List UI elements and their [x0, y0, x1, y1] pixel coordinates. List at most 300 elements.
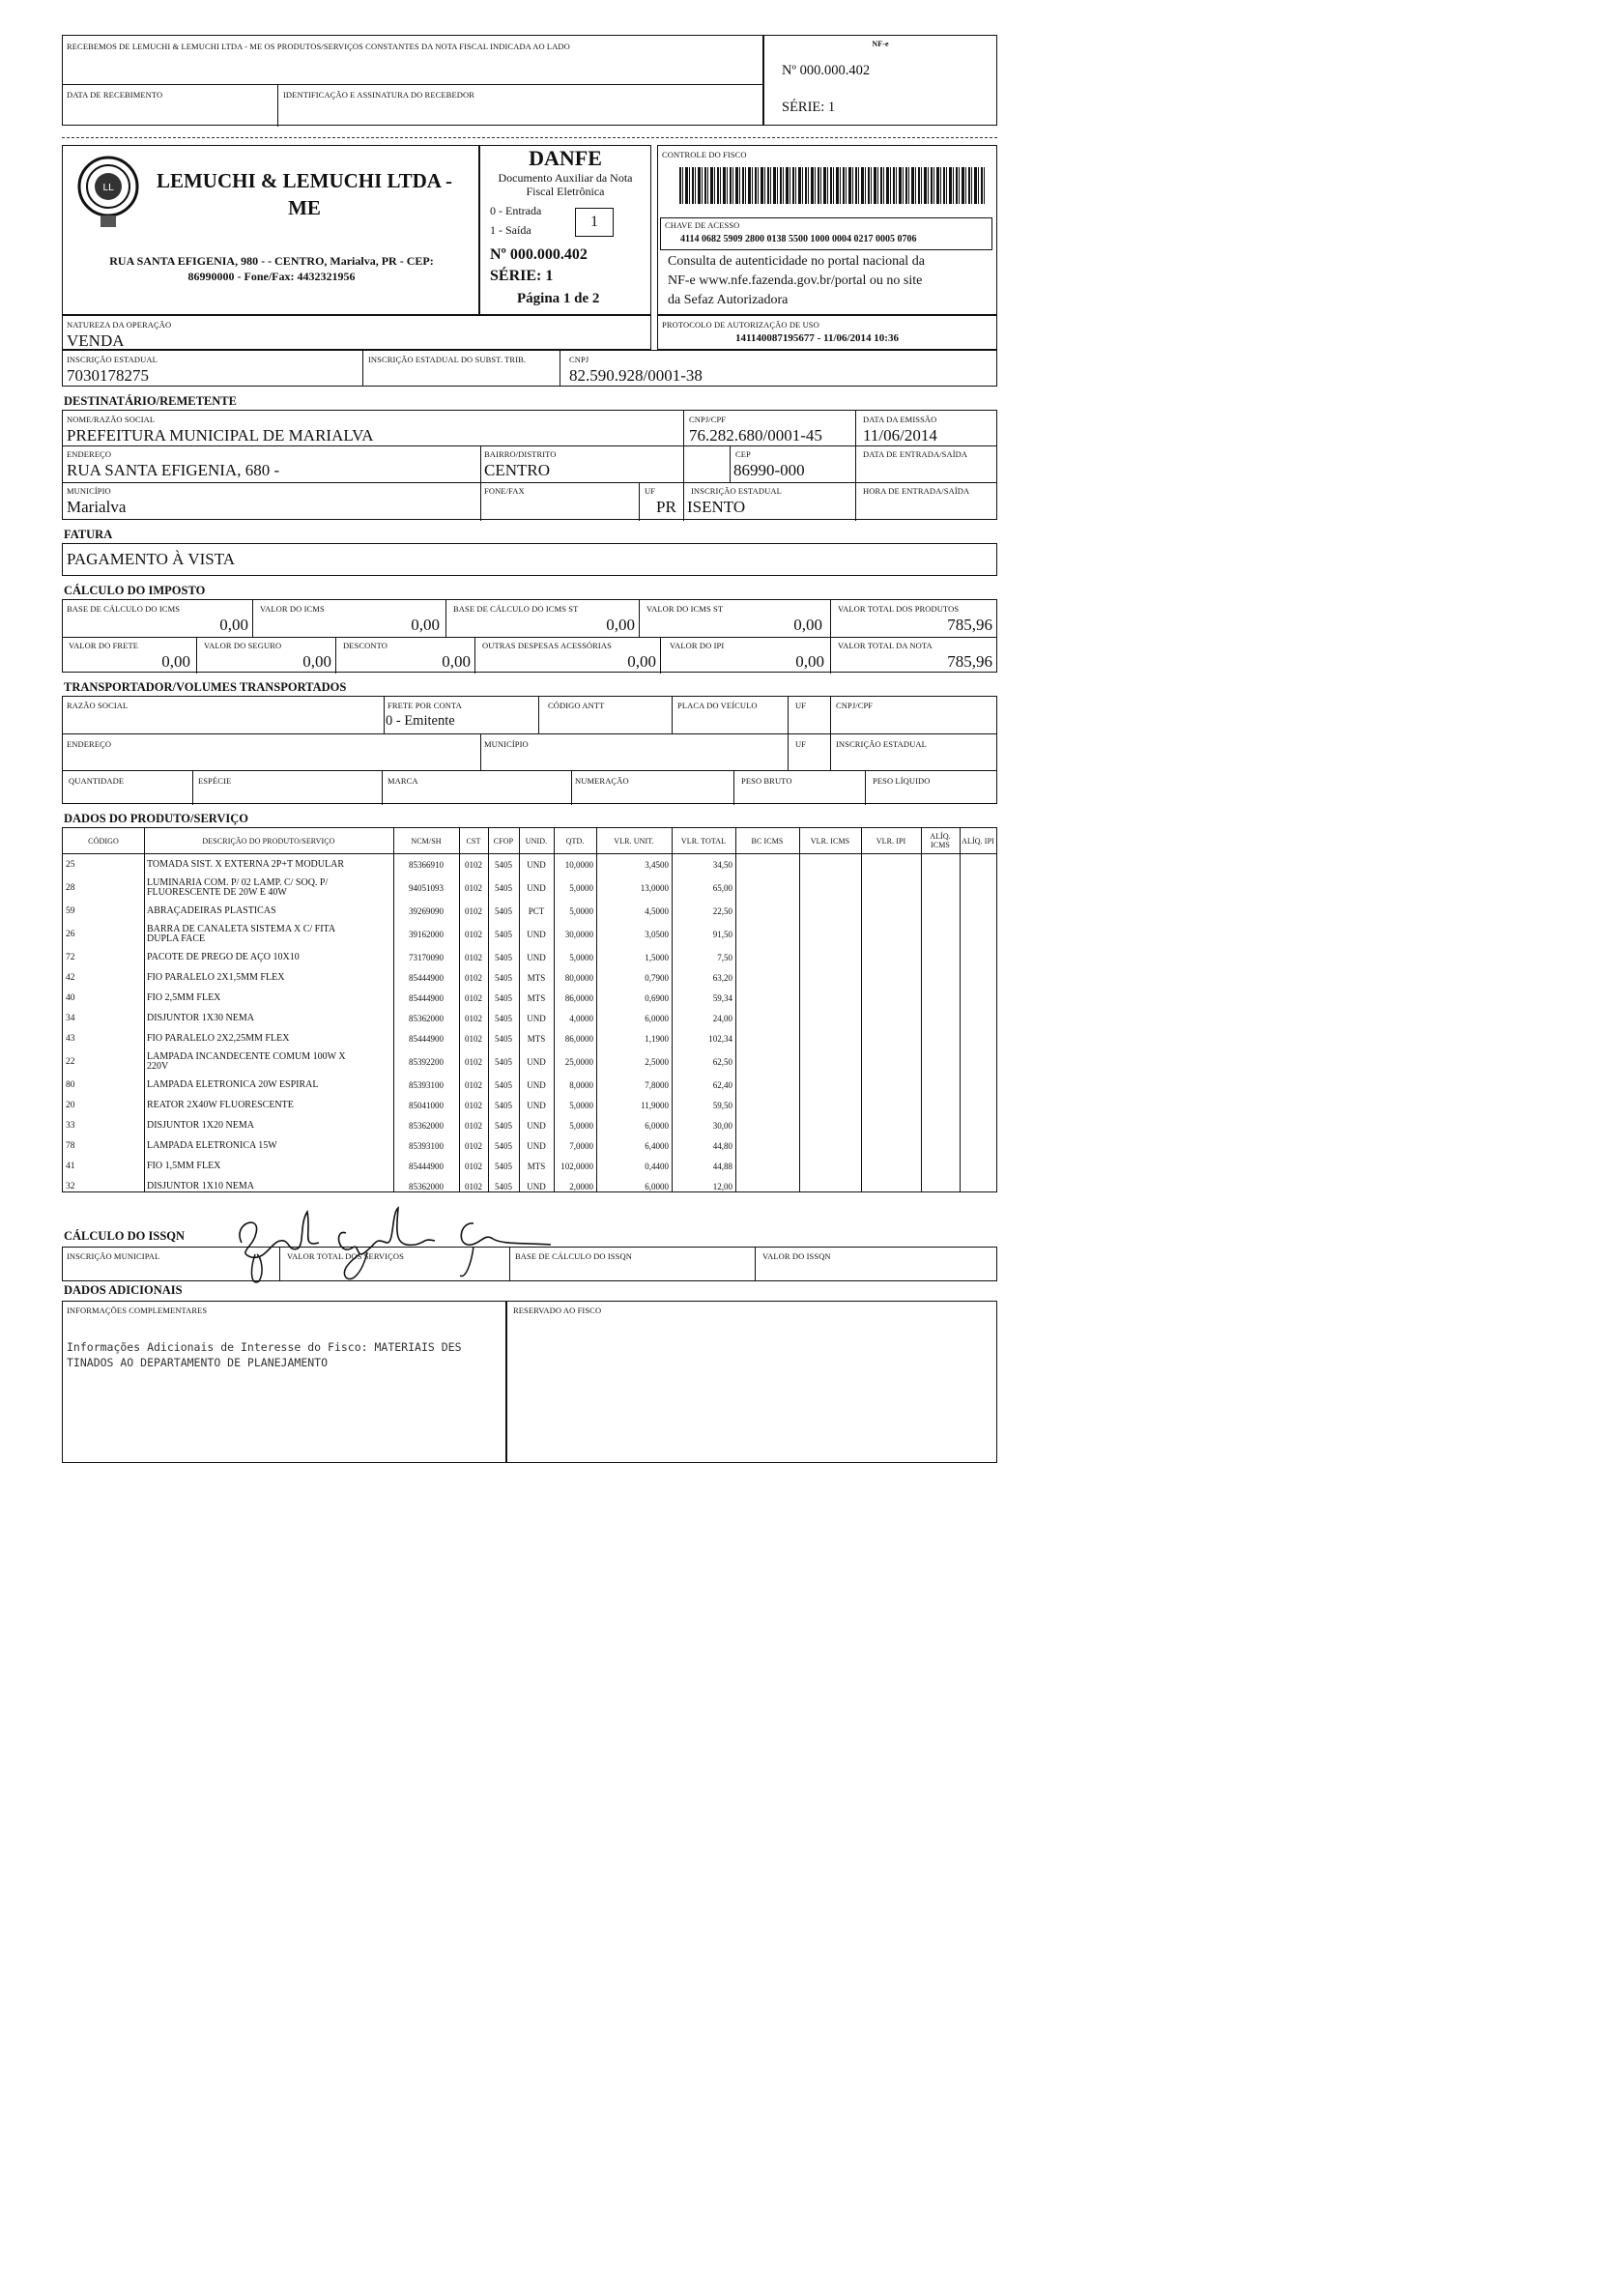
cell-vlr-total: 34,50: [712, 859, 732, 870]
cell-ncm: 85362000: [409, 1120, 444, 1131]
ie-label: INSCRIÇÃO ESTADUAL: [67, 355, 158, 364]
consulta-line1: Consulta de autenticidade no portal nacional da: [668, 254, 925, 269]
icms-label: VALOR DO ICMS: [260, 604, 325, 614]
cell-cst: 0102: [465, 992, 482, 1003]
emitente-box: [62, 145, 479, 315]
issqn-inscricao-label: INSCRIÇÃO MUNICIPAL: [67, 1251, 160, 1261]
cell-ncm: 85444900: [409, 972, 444, 983]
tipo-saida: 1 - Saída: [490, 223, 531, 237]
cell-unid: MTS: [527, 1033, 546, 1044]
cell-qtd: 5,0000: [569, 1120, 593, 1131]
cell-ncm: 85362000: [409, 1181, 444, 1191]
barcode: [679, 167, 987, 204]
dest-uf: PR: [656, 498, 676, 516]
cell-vlr-total: 59,34: [712, 992, 732, 1003]
cell-cst: 0102: [465, 1120, 482, 1131]
cell-ncm: 85393100: [409, 1140, 444, 1151]
dest-bairro-label: BAIRRO/DISTRITO: [484, 449, 557, 459]
cell-unid: UND: [527, 1079, 546, 1090]
cell-codigo: 26: [66, 929, 75, 939]
transp-especie-label: ESPÉCIE: [198, 776, 232, 786]
dest-ie: ISENTO: [687, 498, 746, 516]
cell-cfop: 5405: [495, 1161, 512, 1171]
cell-unid: UND: [527, 929, 546, 939]
total-nota-label: VALOR TOTAL DA NOTA: [838, 641, 933, 650]
danfe-subtitle-line2: Fiscal Eletrônica: [526, 185, 605, 198]
canhoto-serie: SÉRIE: 1: [782, 100, 836, 115]
cnpj-value: 82.590.928/0001-38: [569, 366, 703, 385]
cell-cst: 0102: [465, 929, 482, 939]
cell-unid: MTS: [527, 1161, 546, 1171]
cell-cst: 0102: [465, 882, 482, 893]
cell-codigo: 22: [66, 1056, 75, 1067]
dest-endereco: RUA SANTA EFIGENIA, 680 -: [67, 461, 280, 479]
cell-vlr-total: 102,34: [708, 1033, 732, 1044]
frete: 0,00: [161, 652, 190, 671]
table-row: [63, 1136, 996, 1156]
danfe-serie: SÉRIE: 1: [490, 268, 554, 284]
fisco-box: [657, 145, 997, 315]
cell-cfop: 5405: [495, 859, 512, 870]
transp-uf2-label: UF: [795, 739, 807, 749]
fatura-value: PAGAMENTO À VISTA: [67, 550, 236, 568]
dest-cnpj: 76.282.680/0001-45: [689, 426, 822, 445]
total-prod: 785,96: [947, 616, 992, 634]
cell-ncm: 85362000: [409, 1013, 444, 1023]
cell-ncm: 85444900: [409, 992, 444, 1003]
bc-st-label: BASE DE CÁLCULO DO ICMS ST: [453, 604, 579, 614]
cell-cfop: 5405: [495, 1033, 512, 1044]
cell-ncm: 73170090: [409, 952, 444, 962]
cell-vlr-unit: 1,5000: [645, 952, 669, 962]
chave-acesso: 4114 0682 5909 2800 0138 5500 1000 0004 0217 0005 0706: [680, 234, 917, 244]
icms: 0,00: [411, 616, 440, 634]
header-vlr-ipi: VLR. IPI: [876, 836, 906, 846]
table-row: [63, 1177, 996, 1196]
emitente-address-line2: 86990000 - Fone/Fax: 4432321956: [187, 270, 356, 283]
header-cfop: CFOP: [493, 836, 514, 846]
cell-vlr-unit: 6,0000: [645, 1120, 669, 1131]
reservado-fisco-box: [506, 1301, 997, 1463]
cell-vlr-total: 63,20: [712, 972, 732, 983]
cell-unid: UND: [527, 1181, 546, 1191]
cell-cfop: 5405: [495, 1140, 512, 1151]
natureza-label: NATUREZA DA OPERAÇÃO: [67, 320, 172, 330]
data-recebimento-label: DATA DE RECEBIMENTO: [67, 90, 163, 100]
cell-vlr-total: 24,00: [712, 1013, 732, 1023]
cell-unid: PCT: [528, 905, 545, 916]
bc-icms-label: BASE DE CÁLCULO DO ICMS: [67, 604, 181, 614]
cell-codigo: 32: [66, 1181, 75, 1191]
cell-descricao: FIO PARALELO 2X1,5MM FLEX: [147, 971, 285, 983]
cell-vlr-unit: 6,0000: [645, 1181, 669, 1191]
cell-descricao: DISJUNTOR 1X10 NEMA: [147, 1180, 254, 1191]
cut-line: [62, 137, 997, 138]
cell-vlr-unit: 3,4500: [645, 859, 669, 870]
cell-ncm: 85366910: [409, 859, 444, 870]
info-complementares-box: [62, 1301, 506, 1463]
dest-nome: PREFEITURA MUNICIPAL DE MARIALVA: [67, 426, 374, 445]
table-row: [63, 989, 996, 1008]
company-logo: [74, 154, 142, 229]
produtos-section: DADOS DO PRODUTO/SERVIÇO: [64, 812, 249, 825]
protocolo-label: PROTOCOLO DE AUTORIZAÇÃO DE USO: [662, 320, 819, 330]
cell-unid: UND: [527, 859, 546, 870]
cell-vlr-total: 59,50: [712, 1100, 732, 1110]
cell-descricao: ABRAÇADEIRAS PLASTICAS: [147, 904, 276, 916]
adicionais-section: DADOS ADICIONAIS: [64, 1283, 183, 1297]
desconto: 0,00: [442, 652, 471, 671]
cell-ncm: 39162000: [409, 929, 444, 939]
imposto-box: [62, 599, 997, 673]
outras: 0,00: [627, 652, 656, 671]
cell-vlr-total: 44,80: [712, 1140, 732, 1151]
cell-unid: UND: [527, 1056, 546, 1067]
produtos-box: [62, 827, 997, 1192]
cell-vlr-unit: 2,5000: [645, 1056, 669, 1067]
cell-qtd: 86,0000: [564, 1033, 593, 1044]
cell-codigo: 28: [66, 882, 75, 893]
cell-unid: UND: [527, 1120, 546, 1131]
transp-qtd-label: QUANTIDADE: [69, 776, 125, 786]
info-label: INFORMAÇÕES COMPLEMENTARES: [67, 1306, 208, 1315]
cell-codigo: 33: [66, 1120, 75, 1131]
cell-vlr-unit: 4,5000: [645, 905, 669, 916]
cell-cfop: 5405: [495, 1013, 512, 1023]
icms-st-label: VALOR DO ICMS ST: [646, 604, 724, 614]
cell-codigo: 78: [66, 1140, 75, 1151]
cell-ncm: 39269090: [409, 905, 444, 916]
cell-descricao: REATOR 2X40W FLUORESCENTE: [147, 1099, 294, 1110]
dest-fone-label: FONE/FAX: [484, 486, 525, 496]
ipi: 0,00: [795, 652, 824, 671]
reservado-label: RESERVADO AO FISCO: [513, 1306, 602, 1315]
dest-bairro: CENTRO: [484, 461, 550, 479]
seguro: 0,00: [302, 652, 331, 671]
cell-cfop: 5405: [495, 1100, 512, 1110]
table-row: [63, 948, 996, 967]
header-qtd: QTD.: [565, 836, 585, 846]
dest-uf-label: UF: [645, 486, 656, 496]
dest-cep-label: CEP: [735, 449, 751, 459]
table-row: [63, 1157, 996, 1176]
total-nota: 785,96: [947, 652, 992, 671]
danfe-box: [479, 145, 651, 315]
seguro-label: VALOR DO SEGURO: [204, 641, 282, 650]
frete-label: VALOR DO FRETE: [69, 641, 139, 650]
cell-vlr-total: 30,00: [712, 1120, 732, 1131]
cell-ncm: 85392200: [409, 1056, 444, 1067]
protocolo-box: [657, 315, 997, 350]
dest-entrada-saida-label: DATA DE ENTRADA/SAÍDA: [863, 449, 968, 459]
cell-ncm: 85444900: [409, 1033, 444, 1044]
cell-unid: MTS: [527, 992, 546, 1003]
cell-qtd: 8,0000: [569, 1079, 593, 1090]
cell-vlr-unit: 13,0000: [640, 882, 669, 893]
table-row: [63, 1096, 996, 1115]
fatura-section: FATURA: [64, 528, 113, 541]
cell-vlr-total: 7,50: [717, 952, 732, 962]
issqn-section: CÁLCULO DO ISSQN: [64, 1229, 186, 1243]
chave-acesso-box: [660, 217, 992, 250]
cell-qtd: 102,0000: [560, 1161, 593, 1171]
cell-cst: 0102: [465, 1100, 482, 1110]
header-vlr-icms: VLR. ICMS: [810, 836, 850, 846]
cell-cfop: 5405: [495, 992, 512, 1003]
cell-descricao: BARRA DE CANALETA SISTEMA X C/ FITA DUPLA FACE: [147, 923, 336, 944]
cell-ncm: 85041000: [409, 1100, 444, 1110]
danfe-numero: Nº 000.000.402: [490, 246, 588, 263]
natureza-value: VENDA: [67, 331, 125, 350]
nfe-label: NF-e: [872, 40, 889, 48]
dest-municipio: Marialva: [67, 498, 127, 516]
dest-emissao-label: DATA DA EMISSÃO: [863, 415, 937, 424]
cell-vlr-total: 91,50: [712, 929, 732, 939]
danfe-pagina: Página 1 de 2: [517, 291, 600, 306]
controle-fisco-label: CONTROLE DO FISCO: [662, 150, 747, 159]
cell-vlr-unit: 0,7900: [645, 972, 669, 983]
cell-qtd: 5,0000: [569, 905, 593, 916]
consulta-line2: NF-e www.nfe.fazenda.gov.br/portal ou no site: [668, 273, 923, 288]
cell-codigo: 43: [66, 1033, 75, 1044]
bc-icms: 0,00: [219, 616, 248, 634]
transp-peso-liquido-label: PESO LÍQUIDO: [873, 776, 931, 786]
cell-descricao: PACOTE DE PREGO DE AÇO 10X10: [147, 951, 300, 962]
cell-cst: 0102: [465, 859, 482, 870]
dest-endereco-label: ENDEREÇO: [67, 449, 112, 459]
header-codigo: CÓDIGO: [88, 836, 119, 846]
transportador-section: TRANSPORTADOR/VOLUMES TRANSPORTADOS: [64, 680, 347, 694]
cnpj-label: CNPJ: [569, 355, 589, 364]
header-bc-icms: BC ICMS: [751, 836, 784, 846]
cell-codigo: 40: [66, 992, 75, 1003]
cell-cst: 0102: [465, 1033, 482, 1044]
dest-cnpj-label: CNPJ/CPF: [689, 415, 727, 424]
transp-numeracao-label: NUMERAÇÃO: [575, 776, 629, 786]
cell-cfop: 5405: [495, 929, 512, 939]
cell-codigo: 34: [66, 1013, 75, 1023]
natureza-box: [62, 315, 651, 350]
table-row: [63, 855, 996, 875]
cell-cfop: 5405: [495, 905, 512, 916]
identificacao-label: IDENTIFICAÇÃO E ASSINATURA DO RECEBEDOR: [283, 90, 474, 100]
cell-vlr-unit: 0,4400: [645, 1161, 669, 1171]
ie-value: 7030178275: [67, 366, 149, 385]
cell-codigo: 20: [66, 1100, 75, 1110]
cell-unid: UND: [527, 1140, 546, 1151]
cell-ncm: 85393100: [409, 1079, 444, 1090]
cell-cst: 0102: [465, 1056, 482, 1067]
cell-cst: 0102: [465, 1079, 482, 1090]
transp-antt-label: CÓDIGO ANTT: [548, 701, 605, 710]
cell-qtd: 2,0000: [569, 1181, 593, 1191]
header-unid: UNID.: [525, 836, 548, 846]
cell-cfop: 5405: [495, 1079, 512, 1090]
cell-descricao: LAMPADA ELETRONICA 20W ESPIRAL: [147, 1078, 319, 1090]
cell-descricao: LAMPADA ELETRONICA 15W: [147, 1139, 277, 1151]
cell-cst: 0102: [465, 1161, 482, 1171]
desconto-label: DESCONTO: [343, 641, 388, 650]
handwritten-signature: [232, 1204, 560, 1291]
destinatario-section: DESTINATÁRIO/REMETENTE: [64, 394, 237, 408]
header-aliq-icms: ALÍQ. ICMS: [930, 832, 951, 849]
svg-text:LL: LL: [102, 183, 114, 193]
header-aliq-ipi: ALÍQ. IPI: [962, 836, 994, 846]
imposto-section: CÁLCULO DO IMPOSTO: [64, 584, 206, 597]
cell-cfop: 5405: [495, 1120, 512, 1131]
table-row: [63, 1049, 996, 1075]
cell-codigo: 25: [66, 859, 75, 870]
ie-st-label: INSCRIÇÃO ESTADUAL DO SUBST. TRIB.: [368, 355, 527, 364]
cell-vlr-total: 62,40: [712, 1079, 732, 1090]
tipo-operacao: 1: [575, 208, 614, 237]
dest-municipio-label: MUNICÍPIO: [67, 486, 111, 496]
canhoto-nfe-box: [763, 35, 997, 126]
emitente-address-line1: RUA SANTA EFIGENIA, 980 - - CENTRO, Marialva, PR - CEP:: [109, 254, 434, 268]
cell-qtd: 86,0000: [564, 992, 593, 1003]
cell-vlr-unit: 11,9000: [641, 1100, 669, 1110]
cell-qtd: 30,0000: [564, 929, 593, 939]
chave-label: CHAVE DE ACESSO: [665, 220, 740, 230]
inscricoes-box: [62, 350, 997, 387]
dest-nome-label: NOME/RAZÃO SOCIAL: [67, 415, 156, 424]
cell-cst: 0102: [465, 952, 482, 962]
cell-vlr-unit: 1,1900: [645, 1033, 669, 1044]
header-cst: CST: [466, 836, 481, 846]
cell-cst: 0102: [465, 972, 482, 983]
canhoto-box: [62, 35, 763, 126]
cell-descricao: FIO PARALELO 2X2,25MM FLEX: [147, 1032, 290, 1044]
cell-ncm: 94051093: [409, 882, 444, 893]
cell-codigo: 59: [66, 905, 75, 916]
transportador-box: [62, 696, 997, 804]
cell-qtd: 80,0000: [564, 972, 593, 983]
transp-marca-label: MARCA: [388, 776, 418, 786]
cell-cfop: 5405: [495, 882, 512, 893]
header-vlr-total: VLR. TOTAL: [680, 836, 727, 846]
cell-descricao: LAMPADA INCANDECENTE COMUM 100W X 220V: [147, 1050, 346, 1072]
cell-vlr-unit: 0,6900: [645, 992, 669, 1003]
cell-qtd: 10,0000: [564, 859, 593, 870]
cell-codigo: 42: [66, 972, 75, 983]
cell-qtd: 5,0000: [569, 952, 593, 962]
danfe-page: [0, 0, 1063, 1511]
cell-vlr-unit: 6,4000: [645, 1140, 669, 1151]
cell-vlr-total: 65,00: [712, 882, 732, 893]
cell-unid: MTS: [527, 972, 546, 983]
danfe-title: DANFE: [529, 146, 602, 170]
transp-razao-label: RAZÃO SOCIAL: [67, 701, 129, 710]
table-row: [63, 902, 996, 921]
dest-hora-label: HORA DE ENTRADA/SAÍDA: [863, 486, 970, 496]
ipi-label: VALOR DO IPI: [670, 641, 725, 650]
cell-vlr-unit: 3,0500: [645, 929, 669, 939]
cell-unid: UND: [527, 882, 546, 893]
table-row: [63, 875, 996, 901]
consulta-line3: da Sefaz Autorizadora: [668, 293, 789, 307]
issqn-valor-label: VALOR DO ISSQN: [762, 1251, 831, 1261]
cell-vlr-total: 22,50: [712, 905, 732, 916]
bc-st: 0,00: [606, 616, 635, 634]
cell-cst: 0102: [465, 905, 482, 916]
cell-descricao: DISJUNTOR 1X20 NEMA: [147, 1119, 254, 1131]
cell-descricao: TOMADA SIST. X EXTERNA 2P+T MODULAR: [147, 858, 344, 870]
cell-unid: UND: [527, 1100, 546, 1110]
header-ncm: NCM/SH: [411, 836, 442, 846]
cell-qtd: 25,0000: [564, 1056, 593, 1067]
dest-ie-label: INSCRIÇÃO ESTADUAL: [691, 486, 782, 496]
transp-endereco-label: ENDEREÇO: [67, 739, 112, 749]
issqn-total-servicos-label: VALOR TOTAL DOS SERVIÇOS: [287, 1251, 404, 1261]
cell-unid: UND: [527, 952, 546, 962]
cell-vlr-total: 44,88: [712, 1161, 732, 1171]
cell-cst: 0102: [465, 1181, 482, 1191]
cell-vlr-unit: 7,8000: [645, 1079, 669, 1090]
cell-cst: 0102: [465, 1140, 482, 1151]
cell-codigo: 41: [66, 1161, 75, 1171]
destinatario-box: [62, 410, 997, 520]
header-vlr-unit: VLR. UNIT.: [614, 836, 654, 846]
header-descricao: DESCRIÇÃO DO PRODUTO/SERVIÇO: [202, 836, 335, 846]
canhoto-numero: Nº 000.000.402: [782, 63, 871, 78]
info-line1: Informações Adicionais de Interesse do Fisco: MATERIAIS DES: [67, 1340, 462, 1354]
cell-vlr-total: 12,00: [712, 1181, 732, 1191]
cell-qtd: 7,0000: [569, 1140, 593, 1151]
table-row: [63, 922, 996, 947]
table-row: [63, 968, 996, 988]
cell-cst: 0102: [465, 1013, 482, 1023]
table-row: [63, 1009, 996, 1028]
cell-cfop: 5405: [495, 972, 512, 983]
transp-uf-label: UF: [795, 701, 807, 710]
cell-qtd: 5,0000: [569, 1100, 593, 1110]
transp-frete-label: FRETE POR CONTA: [388, 701, 462, 710]
transp-frete: 0 - Emitente: [386, 713, 455, 729]
cell-cfop: 5405: [495, 1056, 512, 1067]
cell-qtd: 5,0000: [569, 882, 593, 893]
dest-emissao: 11/06/2014: [863, 426, 937, 445]
transp-placa-label: PLACA DO VEÍCULO: [677, 701, 758, 710]
dest-cep: 86990-000: [733, 461, 805, 479]
tipo-entrada: 0 - Entrada: [490, 204, 542, 217]
header-divider: [63, 853, 996, 854]
cell-ncm: 85444900: [409, 1161, 444, 1171]
transp-municipio-label: MUNICÍPIO: [484, 739, 529, 749]
cell-descricao: FIO 1,5MM FLEX: [147, 1160, 221, 1171]
fatura-box: [62, 543, 997, 576]
cell-descricao: LUMINARIA COM. P/ 02 LAMP. C/ SOQ. P/ FLUORESCENTE DE 20W E 40W: [147, 876, 329, 898]
transp-ie-label: INSCRIÇÃO ESTADUAL: [836, 739, 927, 749]
icms-st: 0,00: [793, 616, 822, 634]
transp-cnpj-label: CNPJ/CPF: [836, 701, 874, 710]
table-row: [63, 1116, 996, 1135]
cell-vlr-total: 62,50: [712, 1056, 732, 1067]
danfe-subtitle-line1: Documento Auxiliar da Nota: [498, 171, 633, 185]
transp-peso-bruto-label: PESO BRUTO: [741, 776, 792, 786]
cell-codigo: 72: [66, 952, 75, 962]
cell-codigo: 80: [66, 1079, 75, 1090]
cell-descricao: DISJUNTOR 1X30 NEMA: [147, 1012, 254, 1023]
info-line2: TINADOS AO DEPARTAMENTO DE PLANEJAMENTO: [67, 1356, 329, 1369]
cell-cfop: 5405: [495, 1181, 512, 1191]
table-row: [63, 1076, 996, 1095]
protocolo-value: 141140087195677 - 11/06/2014 10:36: [735, 332, 899, 344]
cell-qtd: 4,0000: [569, 1013, 593, 1023]
cell-unid: UND: [527, 1013, 546, 1023]
canhoto-text: RECEBEMOS DE LEMUCHI & LEMUCHI LTDA - ME OS PRODUTOS/SERVIÇOS CONSTANTES DA NOTA FISCAL INDICADA AO LADO: [67, 42, 570, 51]
cell-vlr-unit: 6,0000: [645, 1013, 669, 1023]
emitente-name: LEMUCHI & LEMUCHI LTDA - ME: [156, 169, 453, 219]
